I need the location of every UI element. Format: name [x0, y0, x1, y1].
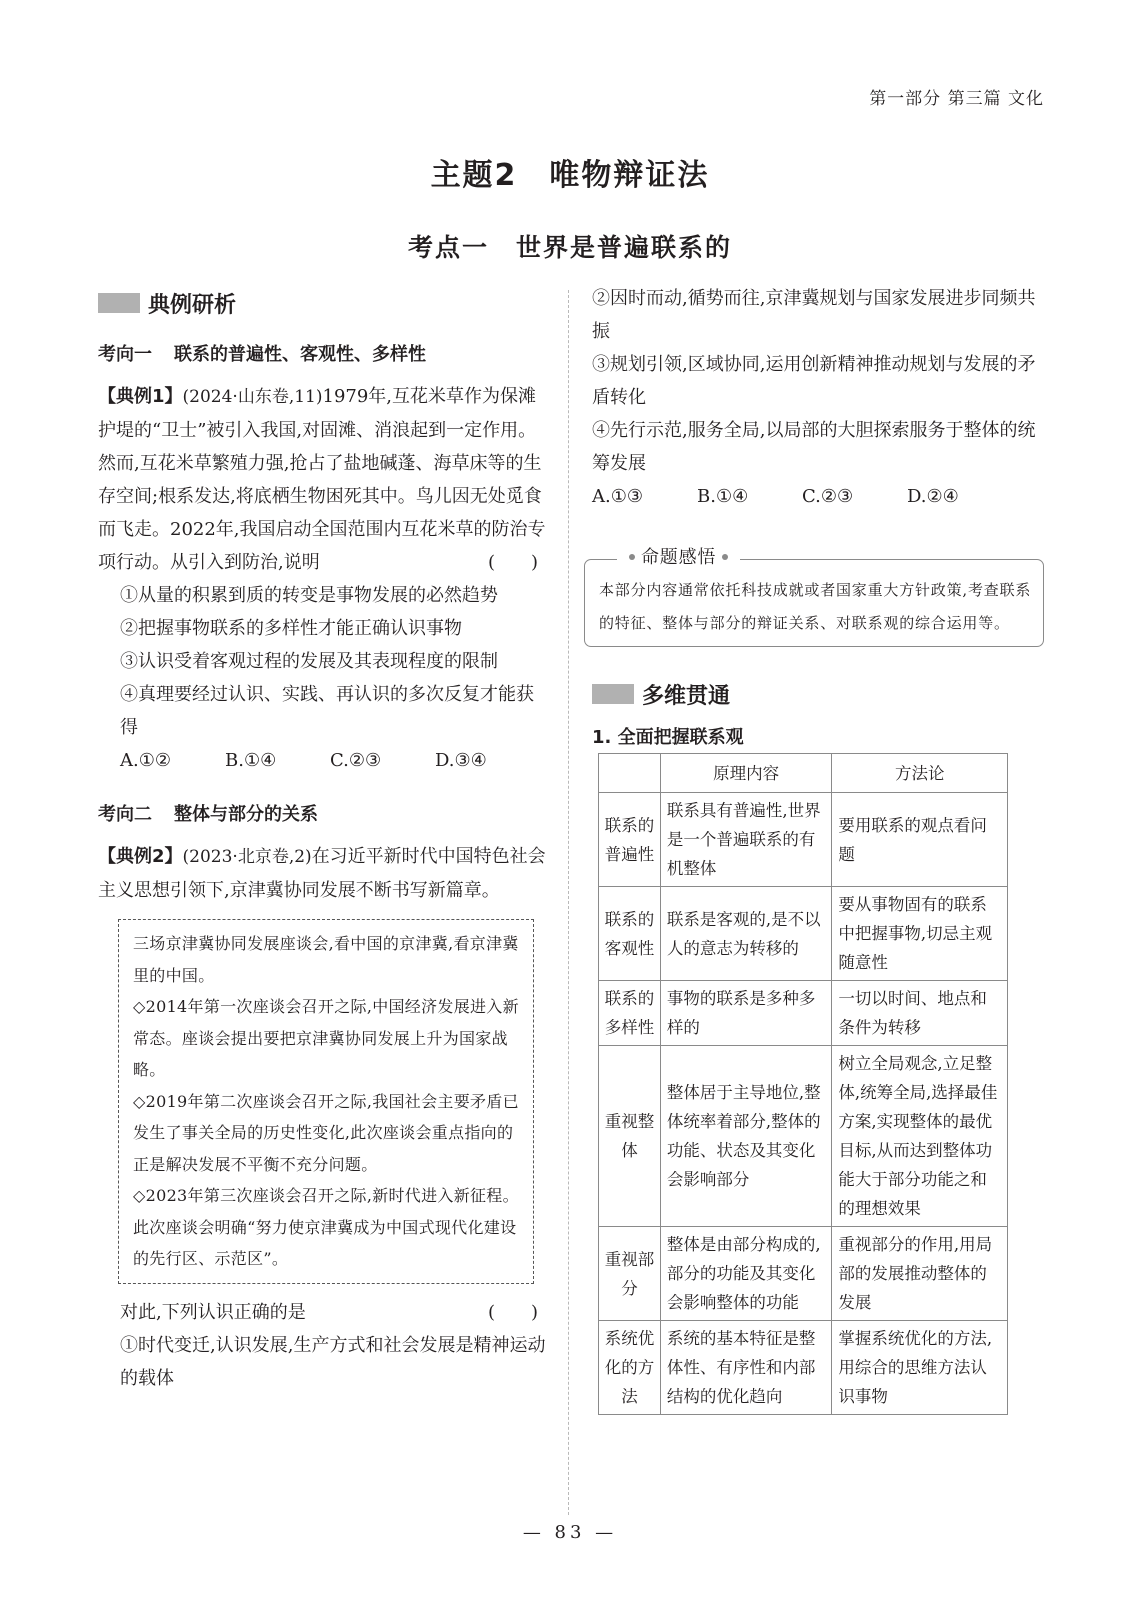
dot-icon [629, 554, 635, 560]
page-number: — 83 — [522, 1522, 618, 1543]
insight-title-text: 命题感悟 [641, 547, 717, 568]
example2-options [592, 480, 1044, 514]
material-paragraph: ◇2019年第二次座谈会召开之际,我国社会主要矛盾已发生了事关全局的历史性变化,此次座谈会重点指向的正是解决发展不平衡不充分问题。 [133, 1091, 519, 1174]
table-cell-principle: 事物的联系是多种多样的 [660, 981, 832, 1046]
running-head: 第一部分 第三篇 文化 [869, 89, 1044, 109]
direction-heading-1 [98, 340, 546, 372]
answer-bracket: ( ) [487, 1301, 538, 1323]
table-cell-method: 重视部分的作用,用局部的发展推动整体的发展 [832, 1227, 1008, 1321]
answer-bracket: ( ) [487, 552, 538, 573]
section-header-examples [98, 288, 546, 318]
example-stem-text: 1979年,互花米草作为保滩护堤的“卫士”被引入我国,对固滩、消浪起到一定作用。然而,互花米草繁殖力强,抢占了盐地碱蓬、海草床等的生存空间;根系发达,将底栖生物困死其中。鸟儿因无处觅食而飞走。2022年,我国启动全国范围内互花米草的防治专项行动。从引入到防治,说明 [98, 386, 546, 573]
section-bar [592, 684, 634, 704]
table-header-cell [599, 754, 661, 793]
example1-item: ②把握事物联系的多样性才能正确认识事物 [120, 618, 462, 639]
direction-text: 整体与部分的关系 [174, 804, 318, 825]
table-row-label: 重视部分 [599, 1227, 661, 1321]
table-row-label: 重视整体 [599, 1046, 661, 1227]
material-paragraph: ◇2023年第三次座谈会召开之际,新时代进入新征程。此次座谈会明确“努力使京津冀成为中国式现代化建设的先行区、示范区”。 [133, 1186, 519, 1268]
material-paragraph: ◇2014年第一次座谈会召开之际,中国经济发展进入新常态。座谈会提出要把京津冀协同发展上升为国家战略。 [133, 997, 519, 1079]
column-divider [568, 290, 569, 1515]
option-b: B.①④ [697, 486, 749, 507]
table-header-cell: 方法论 [832, 754, 1008, 793]
table-header-cell: 原理内容 [660, 754, 832, 793]
sub-heading: 1. 全面把握联系观 [592, 727, 744, 748]
table-row-label: 联系的客观性 [599, 887, 661, 981]
example1-stem [98, 380, 546, 579]
section-title: 多维贯通 [642, 683, 731, 709]
material-paragraph: 三场京津冀协同发展座谈会,看中国的京津冀,看京津冀里的中国。 [133, 934, 519, 985]
example2-item: ④先行示范,服务全局,以局部的大胆探索服务于整体的统筹发展 [592, 420, 1036, 474]
option-c: C.②③ [330, 750, 382, 771]
page-subtitle: 考点一 世界是普遍联系的 [407, 233, 732, 262]
example-source: (2024·山东卷,11) [182, 387, 323, 407]
section-title: 典例研析 [148, 292, 237, 318]
example1-item: ①从量的积累到质的转变是事物发展的必然趋势 [120, 585, 498, 606]
direction-label: 考向一 [98, 344, 152, 365]
table-row-label: 联系的普遍性 [599, 793, 661, 887]
table-row-label: 联系的多样性 [599, 981, 661, 1046]
section-bar [98, 293, 140, 313]
right-column [592, 282, 1044, 1415]
example2-stem [98, 840, 546, 907]
table-cell-method: 一切以时间、地点和条件为转移 [832, 981, 1008, 1046]
insight-title [617, 545, 740, 571]
table-cell-principle: 联系具有普遍性,世界是一个普遍联系的有机整体 [660, 793, 832, 887]
table-row [599, 981, 1008, 1046]
insight-box [584, 547, 1044, 647]
example2-item: ①时代变迁,认识发展,生产方式和社会发展是精神运动的载体 [120, 1334, 546, 1389]
option-d: D.③④ [435, 750, 487, 771]
example2-item: ③规划引领,区域协同,运用创新精神推动规划与发展的矛盾转化 [592, 354, 1036, 408]
example-label: 【典例2】 [98, 846, 183, 867]
table-row [599, 793, 1008, 887]
table-cell-method: 要从事物固有的联系中把握事物,切忌主观随意性 [832, 887, 1008, 981]
page-title: 主题2 唯物辩证法 [430, 158, 710, 193]
dot-icon [722, 554, 728, 560]
table-cell-principle: 联系是客观的,是不以人的意志为转移的 [660, 887, 832, 981]
material-box [118, 919, 534, 1284]
example1-options [98, 744, 546, 778]
example-stem-text: 在习近平新时代中国特色社会主义思想引领下,京津冀协同发展不断书写新篇章。 [98, 846, 546, 901]
insight-text: 本部分内容通常依托科技成就或者国家重大方针政策,考查联系的特征、整体与部分的辩证关系、对联系观的综合运用等。 [599, 581, 1032, 632]
table-row [599, 1321, 1008, 1415]
option-a: A.①② [120, 750, 171, 771]
example-label: 【典例1】 [98, 386, 183, 407]
option-b: B.①④ [225, 750, 277, 771]
table-cell-principle: 整体居于主导地位,整体统率着部分,整体的功能、状态及其变化会影响部分 [660, 1046, 832, 1227]
table-row-label: 系统优化的方法 [599, 1321, 661, 1415]
option-d: D.②④ [907, 486, 959, 507]
table-row [599, 887, 1008, 981]
table-cell-method: 树立全局观念,立足整体,统筹全局,选择最佳方案,实现整体的最优目标,从而达到整体功能大于部分功能之和的理想效果 [832, 1046, 1008, 1227]
table-row [599, 1227, 1008, 1321]
direction-heading-2 [98, 800, 546, 832]
table-row [599, 1046, 1008, 1227]
example-source: (2023·北京卷,2) [182, 847, 312, 867]
left-column [98, 288, 546, 1395]
table-cell-principle: 整体是由部分构成的,部分的功能及其变化会影响整体的功能 [660, 1227, 832, 1321]
section-header-connections [592, 679, 1044, 709]
table-cell-method: 掌握系统优化的方法,用综合的思维方法认识事物 [832, 1321, 1008, 1415]
example1-item: ④真理要经过认识、实践、再认识的多次反复才能获得 [120, 684, 534, 738]
question-text: 对此,下列认识正确的是 [120, 1301, 306, 1323]
example1-item: ③认识受着客观过程的发展及其表现程度的限制 [120, 651, 498, 672]
table-header-row [599, 754, 1008, 793]
example2-question [98, 1296, 546, 1329]
table-cell-principle: 系统的基本特征是整体性、有序性和内部结构的优化趋向 [660, 1321, 832, 1415]
example2-item: ②因时而动,循势而往,京津冀规划与国家发展进步同频共振 [592, 288, 1036, 342]
knowledge-table [598, 753, 1008, 1415]
direction-label: 考向二 [98, 804, 152, 825]
direction-text: 联系的普遍性、客观性、多样性 [174, 344, 426, 365]
option-a: A.①③ [592, 486, 643, 507]
table-cell-method: 要用联系的观点看问题 [832, 793, 1008, 887]
option-c: C.②③ [802, 486, 854, 507]
